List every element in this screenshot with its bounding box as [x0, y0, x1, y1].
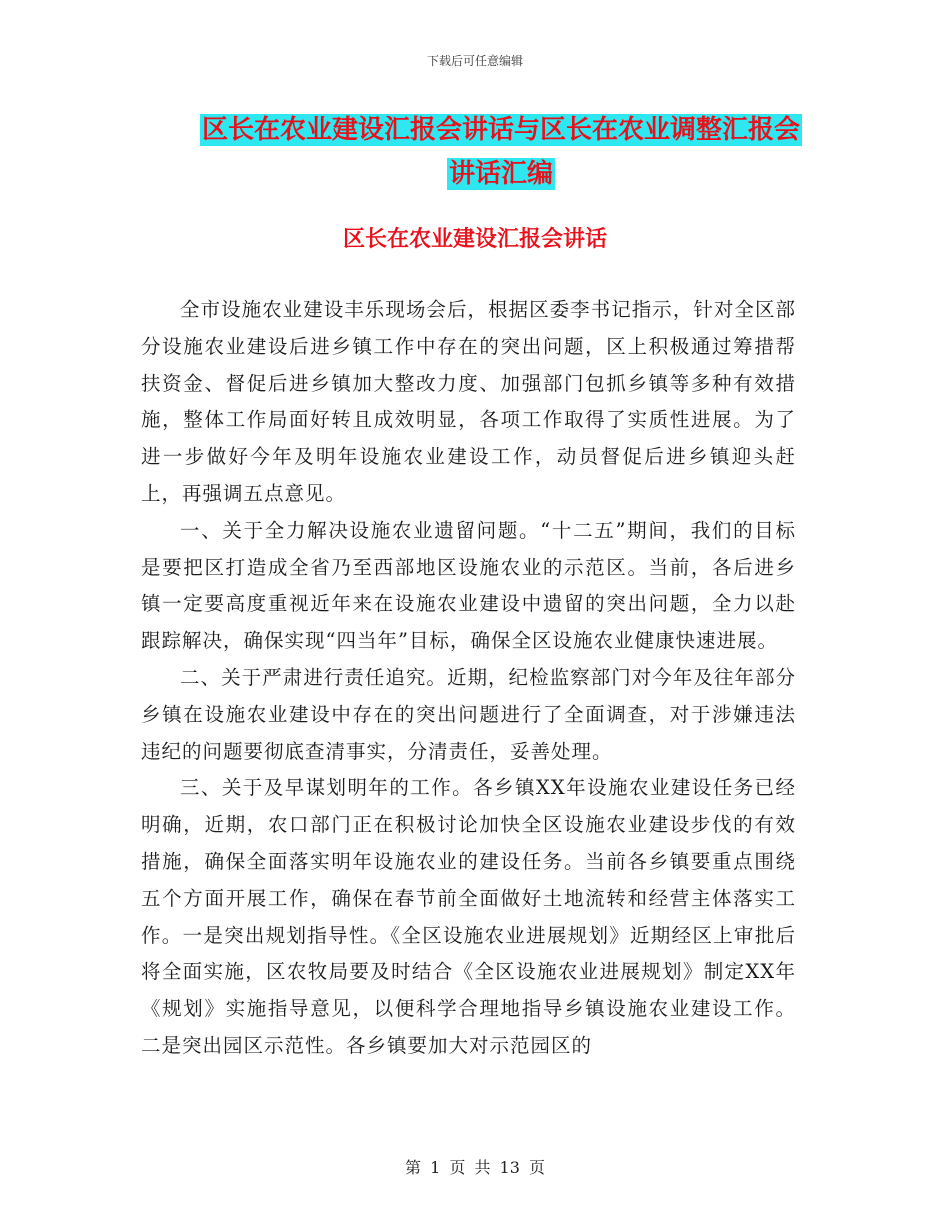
paragraph: 三、关于及早谋划明年的工作。各乡镇XX年设施农业建设任务已经明确，近期，农口部门正在积极讨论加快全区设施农业建设步伐的有效措施，确保全面落实明年设施农业的建设任务。当前各乡镇要重点围绕五个方面开展工作，确保在春节前全面做好土地流转和经营主体落实工作。一是突出规划指导性。《全区设施农业进展规划》近期经区上审批后将全面实施，区农牧局要及时结合《全区设施农业进展规划》制定XX年《规划》实施指导意见，以便科学合理地指导乡镇设施农业建设工作。二是突出园区示范性。各乡镇要加大对示范园区的	[141, 776, 796, 1057]
document-title-line-2: 讲话汇编	[448, 159, 553, 189]
page-number-footer: 第 1 页 共 13 页	[405, 1158, 545, 1177]
section-title: 区长在农业建设汇报会讲话	[342, 227, 607, 252]
paragraph: 一、关于全力解决设施农业遗留问题。“十二五”期间，我们的目标是要把区打造成全省乃至西部地区设施农业的示范区。当前，各后进乡镇一定要高度重视近年来在设施农业建设中遗留的突出问题，全力以赴跟踪解决，确保实现“四当年”目标，确保全区设施农业健康快速进展。	[141, 518, 796, 653]
document-body	[141, 292, 796, 1065]
document-title-line-1: 区长在农业建设汇报会讲话与区长在农业调整汇报会	[201, 115, 800, 145]
paragraph: 二、关于严肃进行责任追究。近期，纪检监察部门对今年及往年部分乡镇在设施农业建设中存在的突出问题进行了全面调查，对于涉嫌违法违纪的问题要彻底查清事实，分清责任，妥善处理。	[141, 665, 796, 763]
paragraph: 全市设施农业建设丰乐现场会后，根据区委李书记指示，针对全区部分设施农业建设后进乡镇工作中存在的突出问题，区上积极通过筹措帮扶资金、督促后进乡镇加大整改力度、加强部门包抓乡镇等多种有效措施，整体工作局面好转且成效明显，各项工作取得了实质性进展。为了进一步做好今年及明年设施农业建设工作，动员督促后进乡镇迎头赶上，再强调五点意见。	[141, 298, 796, 505]
document-title	[140, 108, 862, 196]
header-note: 下载后可任意编辑	[426, 54, 523, 68]
